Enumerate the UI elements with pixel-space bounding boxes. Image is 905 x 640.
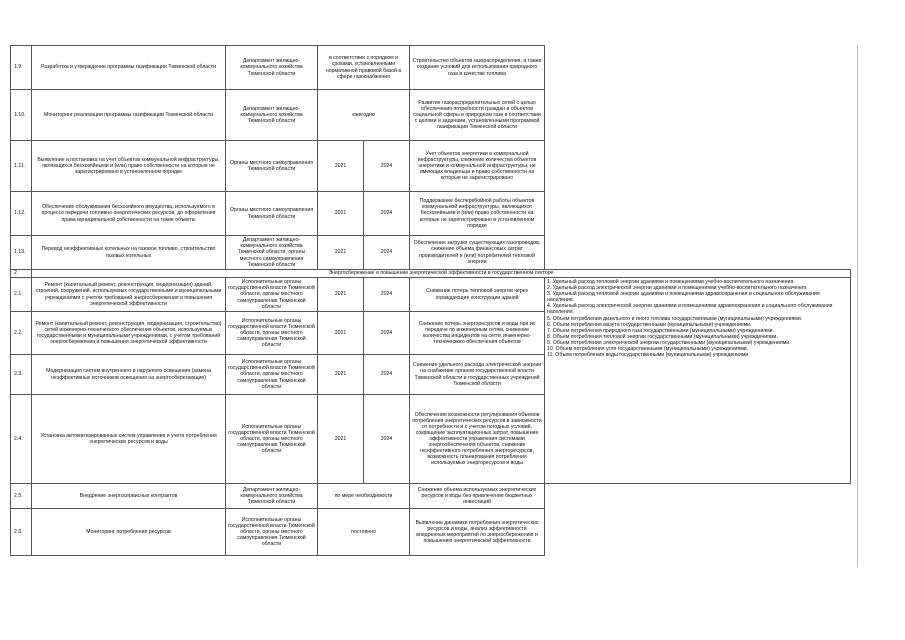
row-number: 1.12.	[11, 192, 32, 236]
expected-result: Поддержание бесперебойной работы объектов коммунальной инфраструктуры, являющихся бесхозяйными и (или) право собственности на которые не зарегистрировано в установленном порядке	[410, 192, 545, 236]
row-number: 2.3.	[11, 355, 32, 395]
table-row	[11, 236, 851, 270]
row-number: 2.4.	[11, 395, 32, 484]
row-number: 2.6.	[11, 509, 32, 556]
measure-name: Выявление и постановка на учет объектов коммунальной инфраструктуры, являющихся бесхозяйными и (или) право собственности на которые не зарегистрировано в установленном порядке	[32, 141, 226, 192]
end-year: 2024	[364, 355, 410, 395]
executor: Департамент жилищно-коммунального хозяйства Тюменской области	[226, 46, 318, 90]
measure-name: Установка автоматизированных систем управления и учета потребления энергетических ресурсов и воды	[32, 395, 226, 484]
row-number: 1.11.	[11, 141, 32, 192]
indicator-item: 7. Объем потребления природного газа государственными (муниципальными) учреждениями.	[547, 327, 775, 334]
table-row	[11, 141, 851, 192]
row-number: 2.5.	[11, 484, 32, 509]
indicator-item: 11. Объем потребления воды государственными (муниципальными) учреждениями.	[547, 352, 750, 359]
start-year: 2021	[318, 355, 364, 395]
page-edge-line	[857, 45, 858, 567]
indicator-item: 2. Удельный расход электрической энергии зданиями и помещениями учебно-воспитательного назначения.	[547, 285, 808, 292]
expected-result: Снижение потерь тепловой энергии через ограждающие конструкции зданий	[410, 278, 545, 312]
measure-name: Мониторинг реализации программы газификации Тюменской области	[32, 90, 226, 141]
table-row	[11, 278, 851, 312]
measure-name: Перевод неэффективных котельных на газовое топливо, строительство газовых котельных	[32, 236, 226, 270]
executor: Органы местного самоуправления Тюменской области	[226, 141, 318, 192]
indicator-item: 3. Удельный расход тепловой энергии зданиями и помещениями здравоохранения и социального обслуживания населения.	[547, 291, 820, 304]
section-number: 2	[11, 270, 32, 278]
start-year: 2021	[318, 236, 364, 270]
row-number: 1.9.	[11, 46, 32, 90]
indicator-item: 9. Объем потребления электрической энергии государственными (муниципальными) учреждениями.	[547, 339, 791, 346]
executor: Исполнительные органы государственной власти Тюменской области, органы местного самоуправления Тюменской области	[226, 509, 318, 556]
section-row	[11, 270, 851, 278]
start-year: 2021	[318, 141, 364, 192]
section-title: Энергосбережение и повышение энергетической эффективности в государственном секторе	[32, 270, 851, 278]
measure-name: Разработка и утверждение программы газификации Тюменской области	[32, 46, 226, 90]
measures-table	[10, 45, 851, 556]
expected-result: Снижение потерь энергоресурсов и воды при их передаче по инженерным сетям, снижение количества инцидентов на сетях инженерно-технического обеспечения объектов	[410, 312, 545, 355]
period: ежегодно	[318, 90, 410, 141]
executor: Департамент жилищно-коммунального хозяйства Тюменской области, органы местного самоуправления Тюменской области	[226, 236, 318, 270]
measure-name: Ремонт (капитальный ремонт, реконструкция, модернизация, строительство) сетей инженерно-технического обеспечения объектов, используемых государственными и муниципальными учреждениями, с учетом требований энергосбережения и повышения энергетической эффективности	[32, 312, 226, 355]
executor: Исполнительные органы государственной власти Тюменской области, органы местного самоуправления Тюменской области	[226, 355, 318, 395]
end-year: 2024	[364, 236, 410, 270]
table-row	[11, 509, 851, 556]
end-year: 2024	[364, 141, 410, 192]
indicator-item: 5. Объем потребления дизельного и иного топлива государственными (муниципальными) учреждениями.	[547, 315, 803, 322]
indicator-item: 1. Удельный расход тепловой энергии зданиями и помещениями учебно-воспитательного назначения.	[547, 279, 795, 285]
target-indicators	[545, 278, 851, 484]
indicator-item: 4. Удельный расход электрической энергии зданиями и помещениями здравоохранения и социального обслуживания населения.	[547, 303, 833, 316]
expected-result: Снижение объема используемых энергетических ресурсов и воды без привлечения бюджетных инвестиций	[410, 484, 545, 509]
executor: Исполнительные органы государственной власти Тюменской области, органы местного самоуправления Тюменской области	[226, 278, 318, 312]
end-year: 2024	[364, 278, 410, 312]
measure-name: Внедрение энергосервисных контрактов	[32, 484, 226, 509]
executor: Исполнительные органы государственной власти Тюменской области, органы местного самоуправления Тюменской области	[226, 312, 318, 355]
row-number: 1.10.	[11, 90, 32, 141]
end-year: 2024	[364, 312, 410, 355]
executor: Исполнительные органы государственной власти Тюменской области, органы местного самоуправления Тюменской области	[226, 395, 318, 484]
executor: Органы местного самоуправления Тюменской области	[226, 192, 318, 236]
row-number: 1.13.	[11, 236, 32, 270]
measure-name: Ремонт (капитальный ремонт, реконструкция, модернизация) зданий, строений, сооружений, используемых государственными и муниципальными учреждениями с учетом требований энергосбережения и повышения энергетической эффективности	[32, 278, 226, 312]
period: в соответствии с порядком и сроками, установленными нормативной правовой базой в сфере газоснабжения	[318, 46, 410, 90]
start-year: 2021	[318, 192, 364, 236]
row-number: 2.1.	[11, 278, 32, 312]
start-year: 2021	[318, 312, 364, 355]
expected-result: Развитие газораспределительных сетей с целью обеспечения потребности граждан и объектов социальной сферы в природном газе в соответствии с целями и задачами, установленными программой газификации Тюменской области	[410, 90, 545, 141]
period: постоянно	[318, 509, 410, 556]
expected-result: Выявление динамики потребления энергетических ресурсов и воды, анализ эффективности внедренных мероприятий по энергосбережению и повышению энергетической эффективности	[410, 509, 545, 556]
indicator-item: 6. Объем потребления мазута государственными (муниципальными) учреждениями.	[547, 321, 752, 328]
end-year: 2024	[364, 395, 410, 484]
expected-result: Учет объектов энергетики в коммунальной инфраструктуры, снижение количества объектов энергетики и коммунальной инфраструктуры, не имеющих владельца и право собственности на которые не зарегистрировано	[410, 141, 545, 192]
start-year: 2021	[318, 278, 364, 312]
table-row	[11, 192, 851, 236]
expected-result: Обеспечение возможности регулирования объемов потребления энергетических ресурсов в зависимости от потребности и с учетом погодных условий, сокращение эксплуатационных затрат, повышение эффективности управления системами энергообеспечения объектов, снижение неэффективного потребления энергоресурсов, возможность планирования потребления используемых энергоресурсов и воды	[410, 395, 545, 484]
measure-name: Обеспечение обслуживания бесхозяйного имущества, используемого в процессе передачи топливно-энергетических ресурсов, до оформления права муниципальной собственности на такие объекты	[32, 192, 226, 236]
end-year: 2024	[364, 192, 410, 236]
table-row	[11, 484, 851, 509]
measure-name: Модернизация систем внутреннего и наружного освещения (замена неэффективных источников освещения на энергосберегающие)	[32, 355, 226, 395]
indicator-item: 8. Объем потребления тепловой энергии государственными (муниципальными) учреждениями.	[547, 333, 778, 340]
executor: Департамент жилищно-коммунального хозяйства Тюменской области	[226, 90, 318, 141]
executor: Департамент жилищно-коммунального хозяйства Тюменской области	[226, 484, 318, 509]
indicator-item: 10. Объем потребления угля государственными (муниципальными) учреждениями.	[547, 346, 749, 353]
row-number: 2.2.	[11, 312, 32, 355]
period: по мере необходимости	[318, 484, 410, 509]
measure-name: Мониторинг потребления ресурсов	[32, 509, 226, 556]
expected-result: Строительство объектов газораспределения, а также создание условий для использования природного газа в качестве топлива	[410, 46, 545, 90]
expected-result: Снижение удельного расхода электрической энергии на снабжение органов государственной власти Тюменской области и государственных учреждений Тюменской области	[410, 355, 545, 395]
start-year: 2021	[318, 395, 364, 484]
table-row	[11, 46, 851, 90]
expected-result: Обеспечение загрузки существующих газопроводов, снижение объема финансовых затрат производителей и (или) потребителей тепловой энергии	[410, 236, 545, 270]
table-row	[11, 90, 851, 141]
